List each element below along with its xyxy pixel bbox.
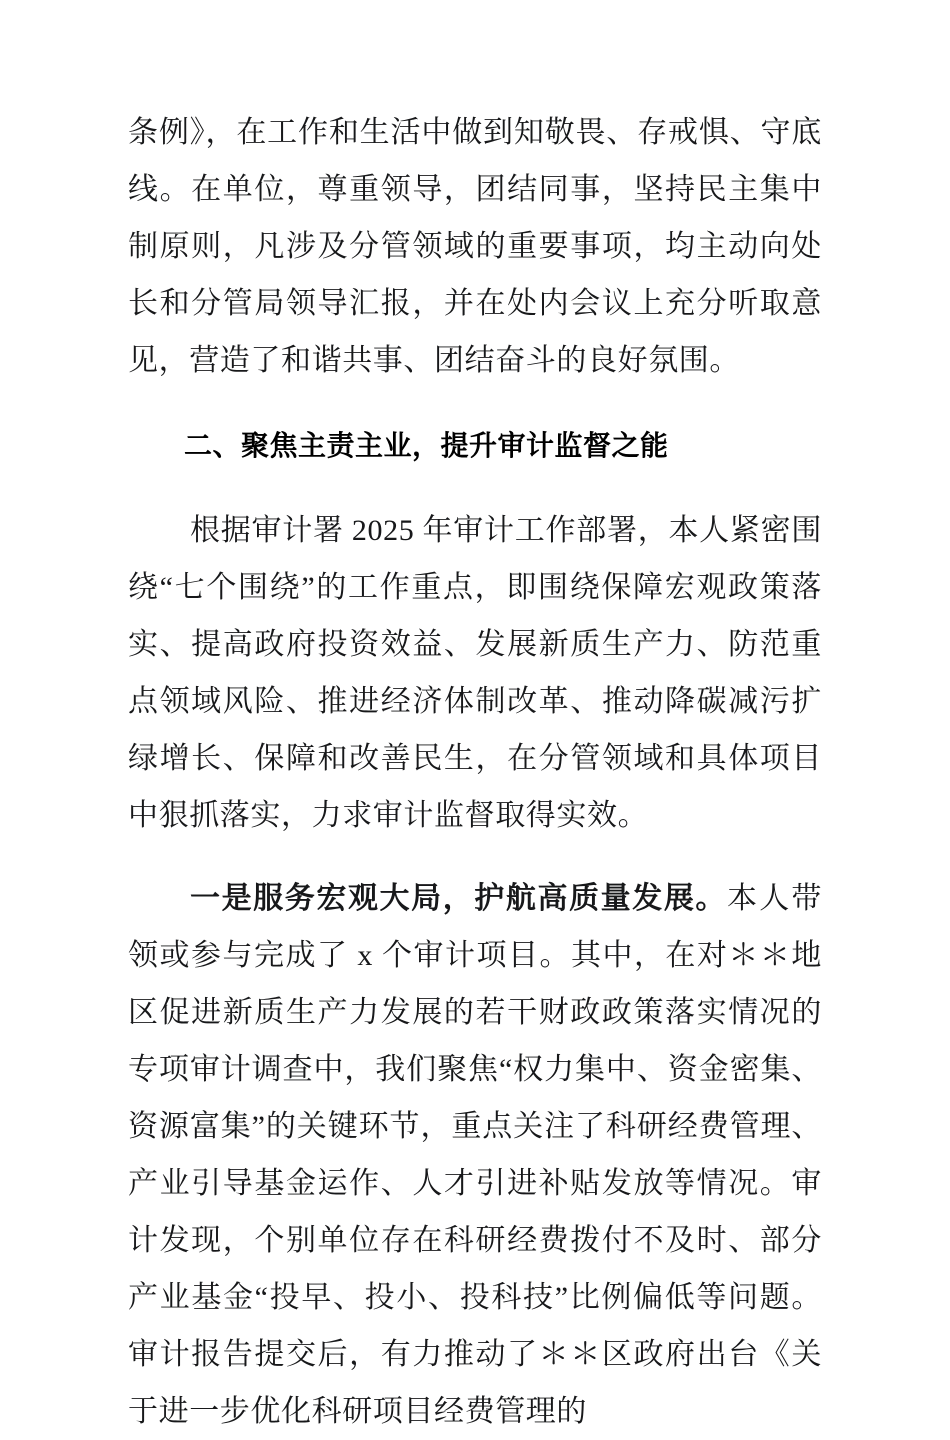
- paragraph-seven-focuses: 根据审计署 2025 年审计工作部署，本人紧密围绕“七个围绕”的工作重点，即围绕保障宏观政策落实、提高政府投资效益、发展新质生产力、防范重点领域风险、推进经济体制改革、推动降碳减污扩绿增长、保障和改善民生，在分管领域和具体项目中狠抓落实，力求审计监督取得实效。: [128, 514, 822, 832]
- paragraph-serve-macro-situation: [128, 870, 822, 1440]
- spacer-between-paragraphs: [128, 844, 822, 870]
- paragraph-continued-discipline: 条例》，在工作和生活中做到知敬畏、存戒惧、守底线。在单位，尊重领导，团结同事，坚持民主集中制原则，凡涉及分管领域的重要事项，均主动向处长和分管局领导汇报，并在处内会议上充分听取意见，营造了和谐共事、团结奋斗的良好氛围。: [128, 116, 822, 377]
- paragraph-lead-in-bold: 一是服务宏观大局，护航高质量发展。: [190, 882, 728, 915]
- spacer-before-heading: [128, 389, 822, 417]
- paragraph-body-text: 本人带领或参与完成了 x 个审计项目。其中，在对＊＊地区促进新质生产力发展的若干财政政策落实情况的专项审计调查中，我们聚焦“权力集中、资金密集、资源富集”的关键环节，重点关注了科研经费管理、产业引导基金运作、人才引进补贴发放等情况。审计发现，个别单位存在科研经费拨付不及时、部分产业基金“投早、投小、投科技”比例偏低等问题。审计报告提交后，有力推动了＊＊区政府出台《关于进一步优化科研项目经费管理的: [128, 882, 822, 1428]
- document-body: [128, 104, 822, 1440]
- spacer-after-heading: [128, 474, 822, 502]
- section-heading-two: 二、聚焦主责主业，提升审计监督之能: [184, 430, 669, 461]
